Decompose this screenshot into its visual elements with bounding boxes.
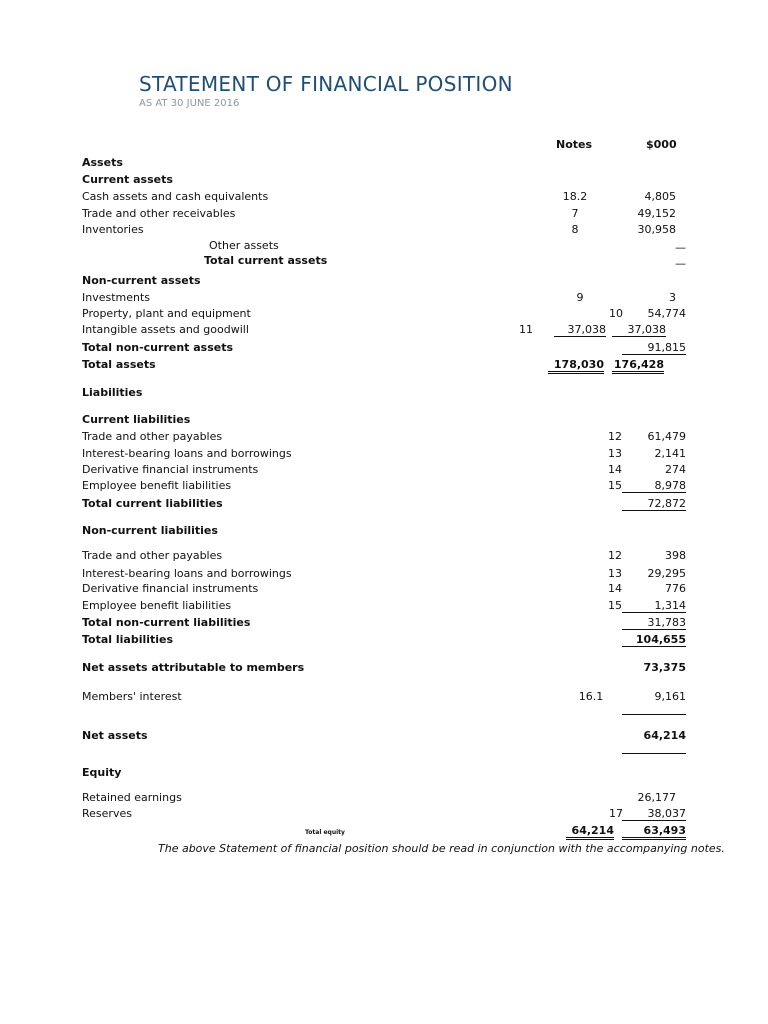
row-label-intangible: Intangible assets and goodwill <box>82 323 249 336</box>
row-value-total-assets-b: 176,428 <box>612 358 664 374</box>
row-value-n-employee: 1,314 <box>622 599 686 613</box>
row-note-receivables: 7 <box>571 207 579 220</box>
row-value-total-current-assets: — <box>675 257 686 270</box>
current-liabilities-heading: Current liabilities <box>82 413 191 426</box>
row-value-cash: 4,805 <box>644 190 676 203</box>
net-assets-rule <box>622 753 686 754</box>
row-label-cash: Cash assets and cash equivalents <box>82 190 269 203</box>
noncurrent-liabilities-heading: Non-current liabilities <box>82 524 218 537</box>
row-note-n-loans: 13 <box>608 567 622 580</box>
amount-column-header: $000 <box>646 138 677 151</box>
row-value-ppe: 54,774 <box>647 307 686 320</box>
row-label-c-derivatives: Derivative financial instruments <box>82 463 259 476</box>
row-value-intangible-a: 37,038 <box>554 323 606 337</box>
row-value-total-equity-a: 64,214 <box>566 824 614 840</box>
row-label-c-payables: Trade and other payables <box>82 430 223 443</box>
row-label-ppe: Property, plant and equipment <box>82 307 251 320</box>
row-value-n-loans: 29,295 <box>647 567 686 580</box>
liabilities-heading: Liabilities <box>82 386 143 399</box>
row-note-inventories: 8 <box>571 223 579 236</box>
noncurrent-assets-heading: Non-current assets <box>82 274 201 287</box>
row-note-intangible: 11 <box>519 323 533 336</box>
row-value-total-assets-a: 178,030 <box>548 358 604 374</box>
row-value-total-noncurrent-liabilities: 31,783 <box>622 616 686 630</box>
row-note-c-employee: 15 <box>608 479 622 492</box>
row-label-total-assets: Total assets <box>82 358 156 371</box>
row-note-reserves: 17 <box>609 807 623 820</box>
row-note-n-employee: 15 <box>608 599 622 612</box>
row-value-other-assets: — <box>675 241 686 254</box>
notes-column-header: Notes <box>556 138 593 151</box>
row-label-investments: Investments <box>82 291 151 304</box>
row-value-intangible-b: 37,038 <box>612 323 666 337</box>
row-note-ppe: 10 <box>609 307 623 320</box>
row-value-c-loans: 2,141 <box>654 447 686 460</box>
row-value-investments: 3 <box>669 291 676 304</box>
row-label-total-current-assets: Total current assets <box>204 254 328 267</box>
row-note-investments: 9 <box>576 291 584 304</box>
row-label-total-current-liabilities: Total current liabilities <box>82 497 223 510</box>
row-value-inventories: 30,958 <box>637 223 676 236</box>
row-value-total-noncurrent-assets: 91,815 <box>622 341 686 355</box>
footnote: The above Statement of financial position should be read in conjunction with the accompanying notes. <box>158 842 725 855</box>
members-interest-rule <box>622 714 686 715</box>
row-label-c-loans: Interest-bearing loans and borrowings <box>82 447 292 460</box>
row-value-retained: 26,177 <box>637 791 676 804</box>
row-label-n-derivatives: Derivative financial instruments <box>82 582 259 595</box>
row-label-total-liabilities: Total liabilities <box>82 633 174 646</box>
row-value-total-liabilities: 104,655 <box>622 633 686 647</box>
row-value-n-payables: 398 <box>665 549 686 562</box>
row-label-c-employee: Employee benefit liabilities <box>82 479 232 492</box>
row-label-retained: Retained earnings <box>82 791 182 804</box>
row-label-net-assets: Net assets <box>82 729 148 742</box>
row-value-net-assets: 64,214 <box>643 729 686 742</box>
row-value-reserves: 38,037 <box>622 807 686 821</box>
row-value-c-employee: 8,978 <box>622 479 686 493</box>
row-value-total-equity-b: 63,493 <box>622 824 686 840</box>
row-note-n-payables: 12 <box>608 549 622 562</box>
row-note-c-derivatives: 14 <box>608 463 622 476</box>
row-label-total-noncurrent-liabilities: Total non-current liabilities <box>82 616 251 629</box>
row-note-cash: 18.2 <box>562 190 588 203</box>
row-value-members-interest: 9,161 <box>654 690 686 703</box>
page-subtitle: AS AT 30 JUNE 2016 <box>139 98 240 109</box>
row-label-inventories: Inventories <box>82 223 144 236</box>
row-label-receivables: Trade and other receivables <box>82 207 236 220</box>
row-label-n-employee: Employee benefit liabilities <box>82 599 232 612</box>
row-label-members-interest: Members' interest <box>82 690 182 703</box>
row-label-n-payables: Trade and other payables <box>82 549 223 562</box>
row-value-c-derivatives: 274 <box>665 463 686 476</box>
row-note-n-derivatives: 14 <box>608 582 622 595</box>
row-value-n-derivatives: 776 <box>665 582 686 595</box>
row-note-c-loans: 13 <box>608 447 622 460</box>
equity-heading: Equity <box>82 766 122 779</box>
row-label-total-equity: Total equity <box>305 829 345 836</box>
row-value-net-attributable: 73,375 <box>643 661 686 674</box>
row-label-total-noncurrent-assets: Total non-current assets <box>82 341 234 354</box>
row-value-total-current-liabilities: 72,872 <box>622 497 686 511</box>
row-label-other-assets: Other assets <box>209 239 279 252</box>
row-label-reserves: Reserves <box>82 807 132 820</box>
row-label-net-attributable: Net assets attributable to members <box>82 661 305 674</box>
page-title: STATEMENT OF FINANCIAL POSITION <box>139 72 513 96</box>
row-value-receivables: 49,152 <box>637 207 676 220</box>
row-note-members-interest: 16.1 <box>578 690 604 703</box>
row-note-c-payables: 12 <box>608 430 622 443</box>
row-value-c-payables: 61,479 <box>647 430 686 443</box>
row-label-n-loans: Interest-bearing loans and borrowings <box>82 567 292 580</box>
assets-heading: Assets <box>82 156 123 169</box>
current-assets-heading: Current assets <box>82 173 173 186</box>
